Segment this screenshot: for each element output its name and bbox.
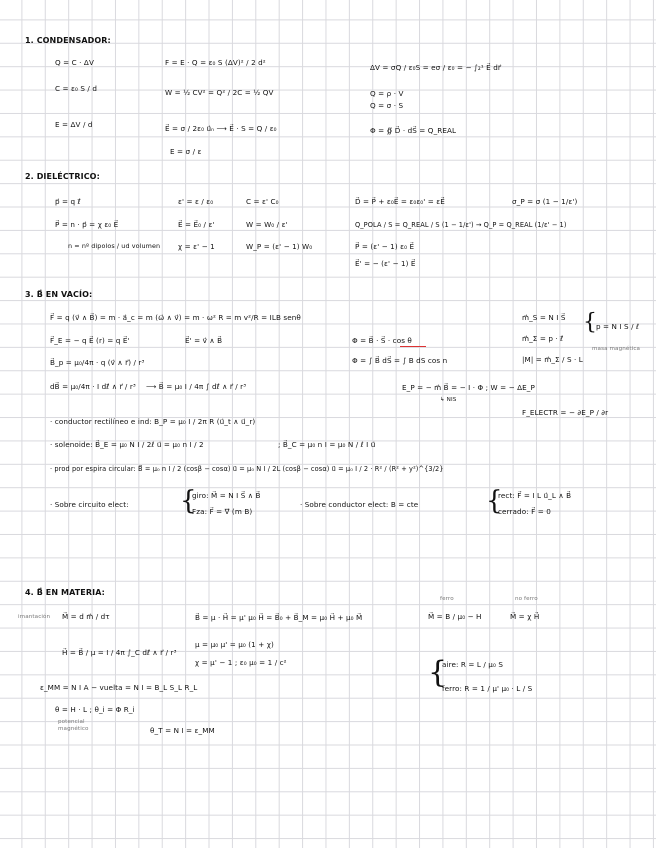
formula-sigma-p: σ_P = σ (1 − 1/ε') (512, 197, 578, 206)
formula-permeability: μ = μ₀ μ' = μ₀ (1 + χ) (195, 640, 274, 649)
formula-magnetization-ferro: M⃗ = B / μ₀ − H (428, 612, 482, 621)
formula-electric-force: F⃗_E = − q E⃗ (r) = q E⃗' (50, 336, 130, 345)
formula-capacitance: C = ε₀ S / d (55, 84, 97, 93)
formula-b-h-relation: B⃗ = μ · H⃗ = μ' μ₀ H⃗ = B⃗₀ + B⃗_M = μ₀ H⃗ + μ₀ M⃗ (195, 613, 363, 622)
formula-field-vector: E⃗ = σ / 2ε₀ u⃗ₙ ⟶ E⃗ · S = Q / ε₀ (165, 124, 277, 133)
formula-susceptibility: χ = ε' − 1 (178, 242, 215, 251)
formula-displacement: D⃗ = P⃗ + ε₀E⃗ = ε₀ε₀' = εE⃗ (355, 197, 445, 206)
flux-cos-underline (400, 346, 426, 347)
formula-circular-loop: · prod por espira circular: B⃗ = μ₀ n I / 2 (cosβ − cosα) u⃗ = μ₀ N I / 2L (cosβ − cosα) u⃗ = μ₀ I / 2 · R² / (R² + y²)^{3/2} (50, 465, 444, 473)
label-circuit: · Sobre circuito elect: (50, 500, 129, 509)
label-ferro: ferro (440, 596, 454, 602)
label-magnetic-potential: potencial magnético (58, 719, 89, 732)
brace-reluctance: { (428, 655, 448, 690)
label-conductor: · Sobre conductor elect: B = cte (300, 500, 419, 509)
formula-e-sigma: E = σ / ε (170, 147, 202, 156)
formula-magnetization: |M| = m⃗_Σ / S · L (522, 355, 583, 364)
formula-point-charge-field: B⃗_p = μ₀/4π · q (v⃗ ∧ r⃗) / r³ (50, 358, 145, 367)
formula-p-field: P⃗ = (ε' − 1) ε₀ E⃗ (355, 242, 415, 251)
section-3-heading: 3. B⃗ EN VACÍO: (25, 290, 93, 299)
formula-charge: Q = C · ΔV (55, 58, 94, 67)
formula-cap-dielectric: C = ε' C₀ (246, 197, 279, 206)
formula-force: F = E · Q = ε₀ S (ΔV)² / 2 d² (165, 58, 266, 67)
formula-q-rho: Q = ρ · V (370, 89, 404, 98)
formula-energy: W = ½ CV² = Q² / 2C = ½ QV (165, 88, 274, 97)
formula-theta: θ = H · L ; θ_i = Φ R_i (55, 705, 135, 714)
formula-reluctance-air: aire: R = L / μ₀ S (442, 660, 504, 669)
section-4-heading: 4. B⃗ EN MATERIA: (25, 588, 105, 597)
label-no-ferro: no ferro (515, 596, 538, 602)
formula-moment-magnet: m⃗_Σ = p · ℓ⃗ (522, 334, 564, 343)
formula-dipole-density: n = nº dipolos / ud volumen (68, 242, 161, 250)
formula-flux-cos: Φ = B⃗ · S⃗ · cos θ (352, 336, 412, 345)
formula-energy-dielectric: W = W₀ / ε' (246, 220, 288, 229)
formula-h-field: H⃗ = B⃗ / μ = I / 4π ∫_C dℓ⃗ ∧ r⃗ / r³ (62, 648, 177, 657)
formula-flux-integral: Φ = ∫ B⃗ dS⃗ = ∫ B dS cos n (352, 356, 448, 365)
label-magnetization: imantación (18, 614, 51, 620)
formula-torque: giro: M⃗ = N I S⃗ ∧ B⃗ (192, 491, 261, 500)
formula-moment-solenoid: m⃗_S = N I S⃗ (522, 313, 566, 322)
brace-circuit: { (180, 486, 197, 516)
formula-charge-polar: Q_POLA / S = Q_REAL / S (1 − 1/ε') → Q_P = Q_REAL (1/ε' − 1) (355, 221, 567, 229)
formula-field: E = ΔV / d (55, 120, 93, 129)
formula-force-grad: Fza: F⃗ = ∇⃗ (m B) (192, 507, 253, 516)
formula-magnetization-def: M⃗ = d m⃗ / dτ (62, 612, 110, 621)
formula-solenoid-center: ; B⃗_C = μ₀ n I = μ₀ N / ℓ I u⃗ (278, 440, 376, 449)
formula-straight-conductor: · conductor rectilíneo e ind: B_P = μ₀ I / 2π R (u⃗_t ∧ u⃗_r) (50, 417, 256, 426)
formula-electric-force-grad: F_ELECTR = − ∂E_P / ∂r (522, 408, 609, 417)
formula-field-reduced: E⃗ = E⃗₀ / ε' (178, 220, 215, 229)
formula-theta-total: θ_T = N I = ε_MM (150, 726, 215, 735)
formula-polarization: P⃗ = n · p⃗ = χ ε₀ E⃗ (55, 220, 119, 229)
note-nis: ↳ NIS (440, 397, 457, 403)
formula-pole-strength: p = N I S / ℓ (596, 322, 640, 331)
section-2-heading: 2. DIELÉCTRICO: (25, 172, 100, 181)
formula-q-sigma: Q = σ · S (370, 101, 404, 110)
formula-dipole: p⃗ = q ℓ⃗ (55, 197, 81, 206)
formula-rel-permittivity: ε' = ε / ε₀ (178, 197, 214, 206)
formula-biot-savart-integral: ⟶ B⃗ = μ₀ I / 4π ∫ dℓ⃗ ∧ r⃗ / r³ (146, 382, 247, 391)
brace-conductor: { (486, 486, 503, 516)
formula-induced-field: E⃗' = v⃗ ∧ B⃗ (185, 336, 223, 345)
formula-magnetization-linear: M⃗ = χ H⃗ (510, 612, 540, 621)
brace-p: { (583, 310, 598, 335)
formula-e-prime: E⃗' = − (ε' − 1) E⃗ (355, 259, 416, 268)
note-magnetic-mass: masa magnética (592, 346, 641, 352)
formula-potential-energy: E_P = − m⃗ B⃗ = − I · Φ ; W = − ΔE_P (402, 383, 535, 392)
formula-potential: ΔV = σQ / ε₀S = eσ / ε₀ = − ∫₂¹ E⃗ dr⃗ (370, 63, 501, 72)
formula-biot-savart: dB⃗ = μ₀/4π · I dℓ⃗ ∧ r⃗ / r³ (50, 382, 136, 391)
formula-lorentz: F⃗ = q (v⃗ ∧ B⃗) = m · a⃗_c = m (ω⃗ ∧ v⃗) = m · ω² R = m v²/R = ILB senθ (50, 313, 301, 322)
formula-reluctance-ferro: ferro: R = 1 / μ' μ₀ · L / S (442, 684, 533, 693)
formula-force-closed: cerrado: F⃗ = 0 (498, 507, 551, 516)
formula-solenoid-end: · solenoide: B⃗_E = μ₀ N I / 2ℓ u⃗ = μ₀ n I / 2 (50, 440, 204, 449)
formula-energy-polar: W_P = (ε' − 1) W₀ (246, 242, 313, 251)
section-1-heading: 1. CONDENSADOR: (25, 36, 111, 45)
formula-mmf: ε_MM = N I A − vuelta = N I = B_L S_L R_L (40, 683, 198, 692)
formula-gauss: Φ = ∯ D⃗ · dS⃗ = Q_REAL (370, 126, 457, 135)
formula-mag-susceptibility: χ = μ' − 1 ; ε₀ μ₀ = 1 / c² (195, 658, 287, 667)
formula-force-straight: rect: F⃗ = I L u⃗_L ∧ B⃗ (498, 491, 572, 500)
